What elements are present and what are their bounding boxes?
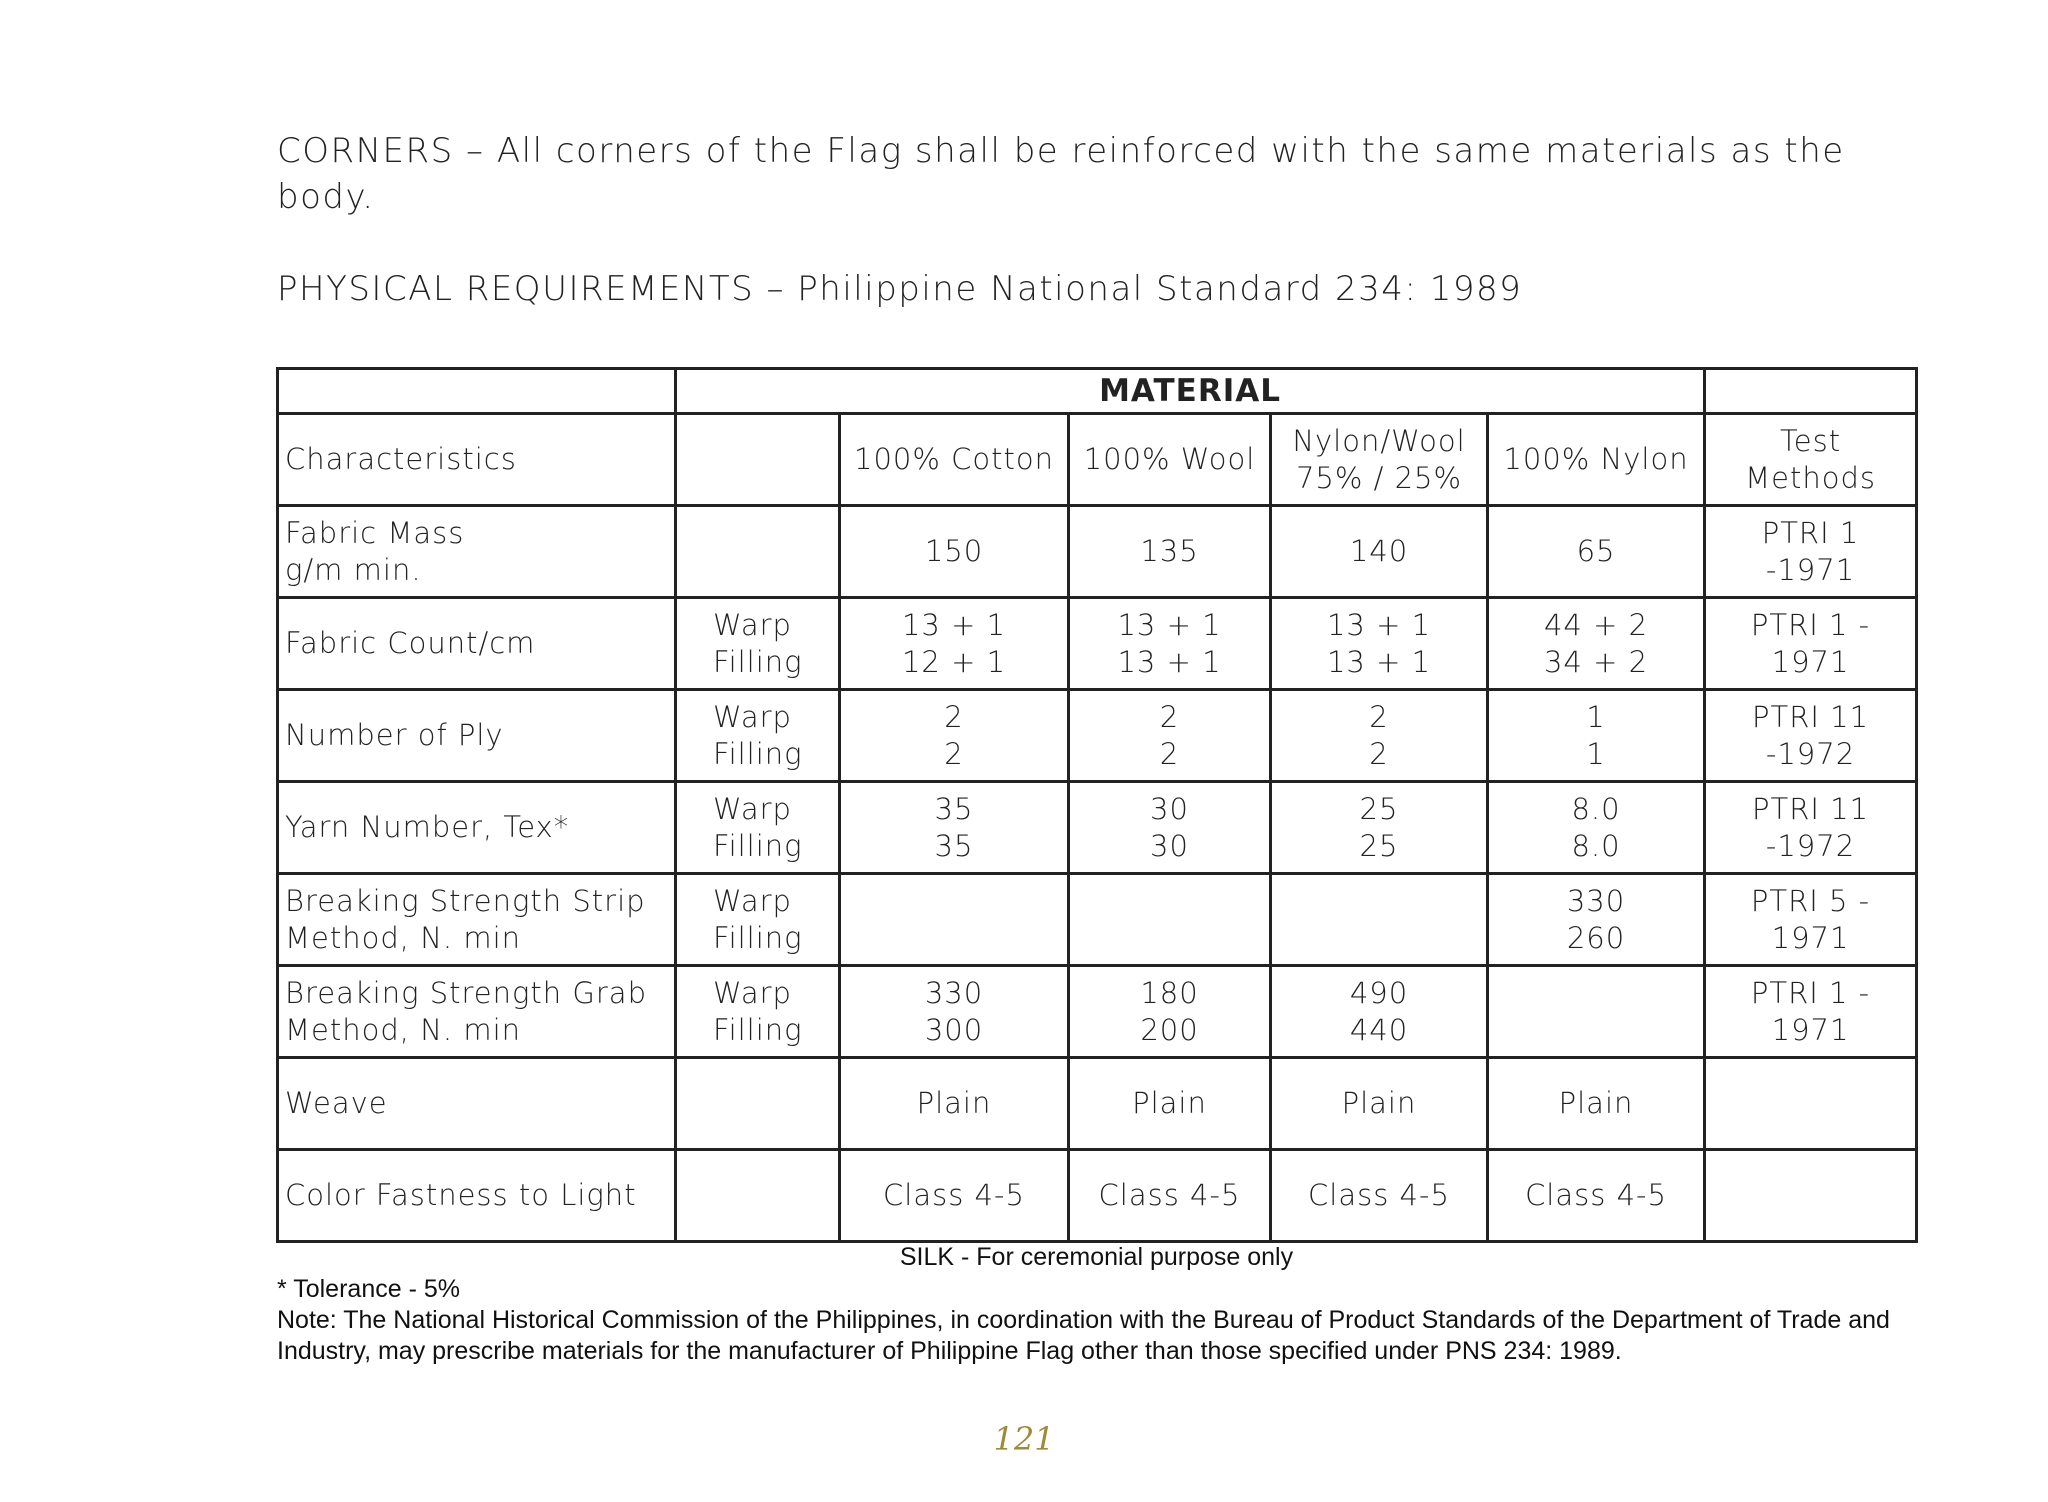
physical-requirements-heading: PHYSICAL REQUIREMENTS – Philippine National Standard 234: 1989 (277, 269, 1523, 309)
wool-cell (1069, 598, 1271, 690)
direction-cell (676, 966, 840, 1058)
test-method-cell (1705, 874, 1917, 966)
cotton-cell-line1: 330 (924, 975, 984, 1010)
wool-cell-line2: 30 (1150, 828, 1189, 863)
header-nylon-wool-line1: Nylon/Wool (1292, 423, 1466, 458)
characteristic-cell (278, 690, 676, 782)
commission-note: Note: The National Historical Commission of the Philippines, in coordination with the Bureau of Product Standards of the Department of Trade and Industry, may prescribe materials for the manufacturer of Philippine Flag other than those specified under PNS 234: 1989. (277, 1306, 1890, 1365)
corners-paragraph: CORNERS – All corners of the Flag shall be reinforced with the same materials as the body. (277, 131, 1845, 217)
direction-cell-line2: Filling (713, 920, 803, 955)
table-row (278, 598, 1917, 690)
header-cotton: 100% Cotton (840, 414, 1069, 506)
characteristic-cell (278, 874, 676, 966)
header-blank-right (1705, 369, 1917, 414)
table-row (278, 690, 1917, 782)
nylon-cell (1488, 782, 1705, 874)
header-nylon-wool (1271, 414, 1488, 506)
nylon-cell-line1: 330 (1566, 883, 1626, 918)
direction-cell-line1: Warp (713, 699, 792, 734)
direction-cell-line1: Warp (713, 975, 792, 1010)
nylon-cell (1488, 1058, 1705, 1150)
nylon-wool-cell (1271, 1150, 1488, 1242)
test-method-cell-line1: PTRI 11 -1972 (1752, 791, 1870, 863)
characteristic-cell (278, 506, 676, 598)
table-row (278, 1058, 1917, 1150)
wool-cell (1069, 966, 1271, 1058)
nylon-wool-cell-line1: Class 4-5 (1308, 1178, 1450, 1212)
wool-cell-line2: 2 (1159, 736, 1180, 771)
test-method-cell (1705, 1150, 1917, 1242)
test-method-cell (1705, 690, 1917, 782)
nylon-cell-line1: Plain (1558, 1086, 1634, 1120)
nylon-wool-cell-line1: 490 (1349, 975, 1409, 1010)
direction-cell (676, 506, 840, 598)
test-method-cell-line1: PTRI 11 -1972 (1752, 699, 1870, 771)
header-nylon: 100% Nylon (1488, 414, 1705, 506)
nylon-cell (1488, 690, 1705, 782)
wool-cell-line1: Class 4-5 (1098, 1178, 1241, 1212)
characteristic-cell-line2: g/m min. (285, 552, 422, 587)
table-row (278, 966, 1917, 1058)
cotton-cell-line1: 35 (934, 791, 974, 826)
nylon-wool-cell-line1: 13 + 1 (1326, 607, 1432, 642)
characteristic-cell-line1: Yarn Number, Tex* (285, 810, 570, 844)
wool-cell-line1: Plain (1132, 1086, 1207, 1120)
direction-cell-line1: Warp (713, 883, 792, 918)
cotton-cell-line1: Plain (916, 1086, 992, 1120)
wool-cell (1069, 1150, 1271, 1242)
test-method-cell (1705, 506, 1917, 598)
characteristic-cell (278, 598, 676, 690)
direction-cell-line1: Warp (713, 791, 792, 826)
characteristic-cell-line1: Fabric Mass (285, 515, 465, 550)
cotton-cell-line1: 13 + 1 (901, 607, 1007, 642)
nylon-wool-cell-line1: 25 (1359, 791, 1399, 826)
wool-cell (1069, 506, 1271, 598)
header-characteristics: Characteristics (278, 414, 676, 506)
nylon-wool-cell-line2: 25 (1359, 828, 1399, 863)
header-nylon-wool-line2: 75% / 25% (1295, 460, 1463, 495)
wool-cell-line1: 2 (1159, 699, 1180, 734)
nylon-cell-line1: 1 (1586, 699, 1606, 734)
characteristic-cell-line1: Breaking Strength Grab (285, 975, 647, 1010)
cotton-cell (840, 1058, 1069, 1150)
test-method-cell-line1: PTRI 5 - 1971 (1750, 883, 1871, 955)
table-row (278, 782, 1917, 874)
nylon-wool-cell-line2: 13 + 1 (1326, 644, 1432, 679)
nylon-cell-line2: 8.0 (1571, 828, 1621, 863)
nylon-cell (1488, 506, 1705, 598)
test-method-cell (1705, 1058, 1917, 1150)
cotton-cell-line2: 300 (924, 1012, 984, 1047)
cotton-cell (840, 1150, 1069, 1242)
nylon-cell-line1: 44 + 2 (1543, 607, 1649, 642)
direction-cell-line2: Filling (713, 1012, 803, 1047)
cotton-cell (840, 966, 1069, 1058)
nylon-cell (1488, 598, 1705, 690)
wool-cell-line2: 13 + 1 (1117, 644, 1222, 679)
wool-cell (1069, 782, 1271, 874)
wool-cell-line1: 30 (1150, 791, 1189, 826)
cotton-cell-line2: 12 + 1 (901, 644, 1007, 679)
cotton-cell (840, 506, 1069, 598)
nylon-wool-cell (1271, 506, 1488, 598)
characteristic-cell-line2: Method, N. min (285, 1012, 522, 1047)
table-row (278, 874, 1917, 966)
page-number: 121 (993, 1420, 1055, 1458)
wool-cell-line1: 135 (1140, 534, 1199, 568)
wool-cell-line2: 200 (1140, 1012, 1199, 1047)
cotton-cell-line1: 2 (944, 699, 964, 734)
characteristic-cell-line1: Breaking Strength Strip (285, 883, 646, 918)
nylon-cell-line1: 8.0 (1571, 791, 1621, 826)
test-method-cell (1705, 966, 1917, 1058)
direction-cell (676, 782, 840, 874)
material-header: MATERIAL (676, 369, 1705, 414)
characteristic-cell (278, 782, 676, 874)
nylon-wool-cell-line1: 140 (1349, 534, 1409, 568)
nylon-wool-cell-line2: 440 (1349, 1012, 1409, 1047)
nylon-cell-line2: 34 + 2 (1543, 644, 1649, 679)
nylon-wool-cell (1271, 1058, 1488, 1150)
nylon-wool-cell-line1: Plain (1341, 1086, 1417, 1120)
nylon-wool-cell (1271, 598, 1488, 690)
characteristic-cell-line1: Fabric Count/cm (285, 626, 536, 660)
cotton-cell-line2: 35 (934, 828, 974, 863)
wool-cell (1069, 874, 1271, 966)
cotton-cell-line1: 150 (924, 534, 984, 568)
direction-cell-line2: Filling (713, 736, 803, 771)
characteristic-cell-line1: Number of Ply (285, 718, 504, 752)
characteristic-cell (278, 966, 676, 1058)
header-sub-blank (676, 414, 840, 506)
nylon-wool-cell (1271, 874, 1488, 966)
nylon-cell (1488, 874, 1705, 966)
cotton-cell (840, 690, 1069, 782)
nylon-cell (1488, 1150, 1705, 1242)
cotton-cell-line1: Class 4-5 (883, 1178, 1025, 1212)
wool-cell (1069, 1058, 1271, 1150)
nylon-wool-cell-line2: 2 (1369, 736, 1389, 771)
table-row (278, 506, 1917, 598)
test-method-cell-line1: PTRI 1 - 1971 (1750, 607, 1871, 679)
nylon-wool-cell (1271, 782, 1488, 874)
header-blank-left (278, 369, 676, 414)
test-method-cell (1705, 782, 1917, 874)
nylon-cell-line1: Class 4-5 (1525, 1178, 1667, 1212)
direction-cell (676, 690, 840, 782)
cotton-cell (840, 782, 1069, 874)
test-method-cell (1705, 598, 1917, 690)
direction-cell-line1: Warp (713, 607, 792, 642)
nylon-cell (1488, 966, 1705, 1058)
direction-cell (676, 598, 840, 690)
physical-requirements-table (276, 367, 1918, 1243)
nylon-wool-cell (1271, 690, 1488, 782)
direction-cell-line2: Filling (713, 828, 803, 863)
characteristic-cell-line1: Color Fastness to Light (285, 1178, 637, 1212)
direction-cell (676, 1150, 840, 1242)
nylon-cell-line1: 65 (1576, 534, 1616, 568)
nylon-wool-cell (1271, 966, 1488, 1058)
header-wool: 100% Wool (1069, 414, 1271, 506)
direction-cell (676, 1058, 840, 1150)
characteristic-cell-line2: Method, N. min (285, 920, 522, 955)
cotton-cell (840, 874, 1069, 966)
nylon-wool-cell-line1: 2 (1369, 699, 1389, 734)
cotton-cell (840, 598, 1069, 690)
direction-cell (676, 874, 840, 966)
characteristic-cell (278, 1058, 676, 1150)
column-header-row (278, 414, 1917, 506)
cotton-cell-line2: 2 (944, 736, 964, 771)
wool-cell (1069, 690, 1271, 782)
direction-cell-line2: Filling (713, 644, 803, 679)
nylon-cell-line2: 260 (1566, 920, 1626, 955)
table-row (278, 1150, 1917, 1242)
silk-note: SILK - For ceremonial purpose only (899, 1243, 1294, 1271)
nylon-cell-line2: 1 (1586, 736, 1606, 771)
header-test-methods: Test Methods (1705, 414, 1917, 506)
test-method-cell-line1: PTRI 1 - 1971 (1750, 975, 1871, 1047)
wool-cell-line1: 13 + 1 (1117, 607, 1222, 642)
characteristic-cell (278, 1150, 676, 1242)
test-method-cell-line1: PTRI 1 -1971 (1761, 515, 1860, 587)
characteristic-cell-line1: Weave (285, 1086, 388, 1120)
wool-cell-line1: 180 (1140, 975, 1199, 1010)
tolerance-note: * Tolerance - 5% (277, 1275, 460, 1303)
material-header-row (278, 369, 1917, 414)
